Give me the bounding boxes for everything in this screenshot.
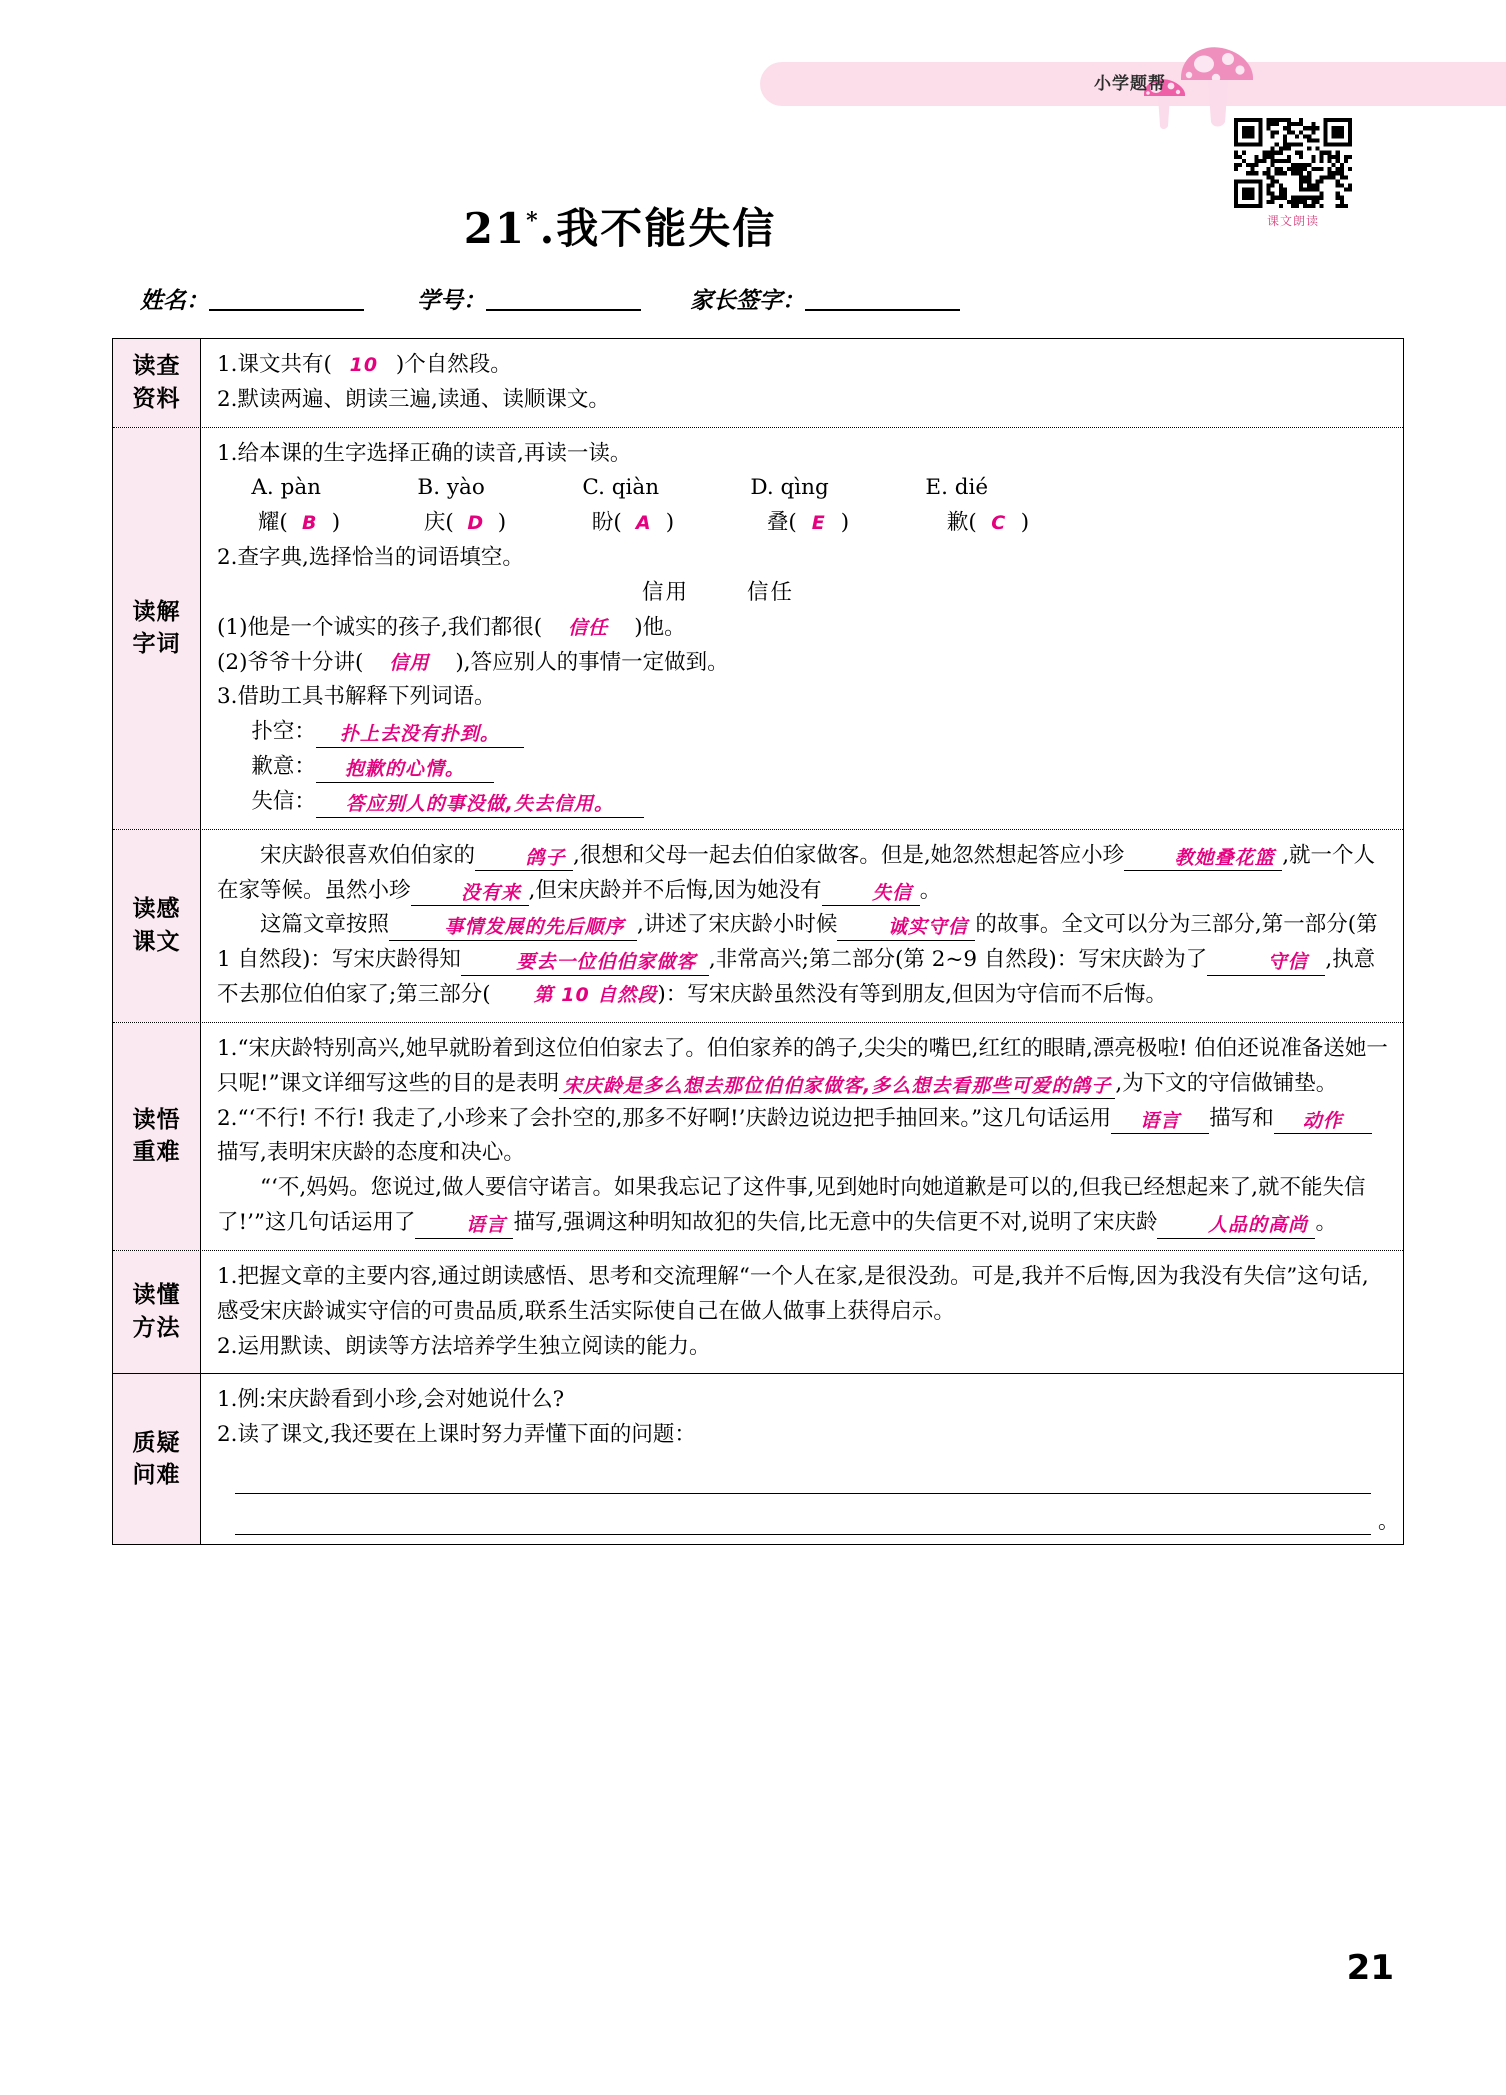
parent-signature-field[interactable] — [690, 282, 960, 315]
kp1-a: 1.“宋庆龄特别高兴,她早就盼着到这位伯伯家去了。伯伯家养的鸽子,尖尖的嘴巴,红红的眼睛,漂亮极啦! 伯伯还说准备送她一只呢!”课文详细写这些的目的是表明 — [217, 1035, 1388, 1096]
question-2-reference: 2.默读两遍、朗读三遍,读通、读顺课文。 — [217, 386, 610, 412]
student-info-row — [140, 282, 1160, 316]
fill1-post: )他。 — [634, 614, 686, 640]
pinyin-option-d: D. qìng — [750, 475, 829, 501]
p2-d: ,非常高兴;第二部分(第 2~9 自然段)：写宋庆龄为了 — [708, 947, 1208, 973]
category-line-2: 课文 — [132, 928, 181, 955]
p1-answer-3[interactable]: 没有来 — [461, 881, 522, 904]
p1-answer-4[interactable]: 失信 — [872, 881, 913, 904]
p1-answer-1[interactable]: 鸽子 — [525, 846, 566, 869]
kp3-answer-2[interactable]: 人品的高尚 — [1207, 1214, 1308, 1237]
q1-post: )个自然段。 — [395, 352, 512, 377]
method-question-1: 1.把握文章的主要内容,通过朗读感悟、思考和交流理解“一个人在家,是很没劲。可是,我并不后悔,因为我没有失信”这句话,感受宋庆龄诚实守信的可贵品质,联系生活实际使自己在做人做事上获得启示。 — [217, 1263, 1369, 1324]
parent-signature-blank[interactable] — [805, 309, 960, 311]
kp2-b: 描写和 — [1209, 1105, 1274, 1131]
table-row-comprehension — [113, 830, 1403, 1023]
content-vocabulary — [201, 428, 1403, 829]
definition-answer[interactable]: 抱歉的心情。 — [344, 758, 465, 781]
definition-answer[interactable]: 扑上去没有扑到。 — [339, 723, 500, 746]
p2-c: 的故事。全文可以分为三部分,第一部分(第 1 自然段)：写宋庆龄得知 — [217, 912, 1378, 973]
category-line-2: 字词 — [132, 631, 181, 658]
vocab-question-2: 2.查字典,选择恰当的词语填空。 — [217, 545, 524, 571]
p1-e: 。 — [919, 877, 942, 903]
question-1-reference — [217, 348, 1389, 383]
content-reference — [201, 339, 1403, 427]
char-item-2: 盼( A ) — [592, 506, 767, 541]
q1-pre: 1.课文共有( — [217, 352, 332, 377]
char-answer-3[interactable]: E — [811, 512, 826, 535]
kp3-answer-1[interactable]: 语言 — [465, 1214, 506, 1237]
definition-item-0 — [217, 715, 1389, 750]
p2-a: 这篇文章按照 — [260, 912, 390, 938]
content-inquiry — [201, 1374, 1403, 1544]
name-blank[interactable] — [209, 309, 364, 311]
character-answer-row — [217, 506, 1389, 541]
char-glyph: 叠 — [766, 510, 789, 536]
definition-word: 失信： — [251, 788, 316, 814]
fill2-post: ),答应别人的事情一定做到。 — [455, 649, 729, 675]
category-line-1: 读悟 — [132, 1106, 181, 1133]
qr-code[interactable] — [1234, 118, 1352, 208]
kp3-b: 描写,强调这种明知故犯的失信,比无意中的失信更不对,说明了宋庆龄 — [513, 1210, 1158, 1236]
char-glyph: 歉 — [946, 510, 969, 536]
category-line-2: 问难 — [132, 1462, 181, 1489]
p2-answer-3[interactable]: 要去一位伯伯家做客 — [516, 951, 697, 974]
method-question-2: 2.运用默读、朗读等方法培养学生独立阅读的能力。 — [217, 1333, 711, 1359]
student-id-label: 学号： — [417, 288, 486, 314]
category-line-1: 读感 — [132, 896, 181, 923]
char-answer-0[interactable]: B — [302, 512, 318, 535]
category-label-vocabulary — [113, 428, 201, 829]
fill2-answer[interactable]: 信用 — [389, 651, 430, 674]
title-text: 我不能失信 — [556, 204, 777, 253]
kp1-answer[interactable]: 宋庆龄是多么想去那位伯伯家做客,多么想去看那些可爱的鸽子 — [563, 1074, 1112, 1097]
brand-label: 小学题帮 — [1094, 74, 1166, 94]
p2-answer-1[interactable]: 事情发展的先后顺序 — [444, 916, 625, 939]
category-label-comprehension — [113, 830, 201, 1022]
word-bank-item-1: 信任 — [747, 579, 795, 605]
kp2-c: 描写,表明宋庆龄的态度和决心。 — [217, 1140, 525, 1166]
page-number: 21 — [1346, 1948, 1394, 1988]
inquiry-answer-line-2[interactable] — [235, 1508, 1371, 1535]
category-line-1: 读解 — [132, 598, 181, 625]
category-line-1: 读懂 — [132, 1282, 181, 1309]
keypoint-question-2 — [217, 1102, 1389, 1172]
p1-answer-2[interactable]: 教她叠花篮 — [1174, 846, 1275, 869]
parent-signature-label: 家长签字： — [690, 288, 805, 314]
inquiry-answer-line-1[interactable] — [235, 1467, 1371, 1494]
p1-d: ,但宋庆龄并不后悔,因为她没有 — [528, 877, 822, 903]
category-line-1: 读查 — [132, 353, 181, 380]
qr-caption: 课文朗读 — [1266, 214, 1319, 228]
title-dot: . — [539, 204, 557, 253]
definition-item-2 — [217, 785, 1389, 820]
name-label: 姓名： — [140, 288, 209, 314]
title-star: * — [526, 208, 540, 234]
fill1-answer[interactable]: 信任 — [568, 616, 609, 639]
name-field[interactable] — [140, 282, 364, 315]
table-row-vocabulary — [113, 428, 1403, 830]
pinyin-option-a: A. pàn — [251, 475, 322, 501]
char-glyph: 盼 — [591, 510, 614, 536]
p2-e: ,执意不去那位伯伯家了;第三部分( — [217, 947, 1376, 1008]
char-glyph: 庆 — [423, 510, 446, 536]
char-glyph: 耀 — [257, 510, 280, 536]
definition-answer[interactable]: 答应别人的事没做,失去信用。 — [345, 792, 615, 815]
p1-a: 宋庆龄很喜欢伯伯家的 — [260, 842, 476, 868]
kp2-answer-2[interactable]: 动作 — [1302, 1109, 1343, 1132]
char-answer-2[interactable]: A — [635, 512, 652, 535]
table-row-reference — [113, 339, 1403, 428]
keypoint-question-1 — [217, 1032, 1389, 1102]
mushroom-big-icon — [1178, 42, 1256, 128]
category-label-reference — [113, 339, 201, 427]
kp2-a: 2.“‘不行! 不行! 我走了,小珍来了会扑空的,那多不好啊!’庆龄边说边把手抽回来。”这几句话运用 — [217, 1105, 1112, 1131]
kp3-c: 。 — [1315, 1210, 1337, 1236]
p2-answer-5[interactable]: 第 10 自然段 — [533, 984, 658, 1007]
category-label-methods — [113, 1251, 201, 1373]
content-comprehension — [201, 830, 1403, 1022]
inquiry-question-2: 2.读了课文,我还要在上课时努力弄懂下面的问题： — [217, 1422, 696, 1448]
pinyin-option-c: C. qiàn — [582, 475, 660, 501]
p2-answer-4[interactable]: 守信 — [1267, 951, 1308, 974]
keypoint-question-3 — [217, 1171, 1389, 1241]
definition-item-1 — [217, 750, 1389, 785]
definition-word: 歉意： — [251, 754, 316, 780]
inquiry-question-1: 1.例:宋庆龄看到小珍,会对她说什么? — [217, 1387, 565, 1413]
fill1-pre: (1)他是一个诚实的孩子,我们都很( — [217, 614, 543, 640]
answer-paragraph-count[interactable]: 10 — [349, 354, 379, 376]
category-line-2: 资料 — [132, 385, 181, 412]
char-item-4: 歉( C ) — [947, 506, 1029, 541]
kp2-answer-1[interactable]: 语言 — [1140, 1109, 1181, 1132]
student-id-field[interactable] — [417, 282, 641, 315]
fill-blank-1 — [217, 611, 1389, 646]
char-item-1: 庆( D ) — [424, 506, 592, 541]
table-row-methods — [113, 1251, 1403, 1374]
definition-word: 扑空： — [251, 719, 316, 745]
char-item-0: 耀( B ) — [258, 506, 424, 541]
comprehension-paragraph-1 — [217, 839, 1389, 909]
pinyin-options-row — [217, 471, 1389, 506]
kp3-a: “‘不,妈妈。您说过,做人要信守诺言。如果我忘记了这件事,见到她时向她道歉是可以的,但我已经想起来了,就不能失信了!’”这几句话运用了 — [217, 1175, 1366, 1236]
char-item-3: 叠( E ) — [767, 506, 947, 541]
pinyin-option-e: E. dié — [925, 475, 989, 501]
p1-c: ,就一个人在家等候。虽然小珍 — [217, 842, 1376, 903]
pinyin-option-b: B. yào — [417, 475, 485, 501]
table-row-keypoints — [113, 1023, 1403, 1251]
content-methods — [201, 1251, 1403, 1373]
char-answer-1[interactable]: D — [467, 512, 485, 535]
vocab-question-3: 3.借助工具书解释下列词语。 — [217, 684, 496, 710]
category-label-inquiry — [113, 1374, 201, 1544]
table-row-inquiry — [113, 1374, 1403, 1544]
student-id-blank[interactable] — [486, 309, 641, 311]
fill-blank-2 — [217, 646, 1389, 681]
category-label-keypoints — [113, 1023, 201, 1250]
p2-b: ,讲述了宋庆龄小时候 — [637, 912, 838, 938]
category-line-2: 方法 — [132, 1315, 181, 1342]
content-keypoints — [201, 1023, 1403, 1250]
char-answer-4[interactable]: C — [991, 512, 1007, 535]
worksheet-table — [112, 338, 1404, 1545]
category-line-1: 质疑 — [132, 1429, 181, 1456]
fill2-pre: (2)爷爷十分讲( — [217, 649, 364, 675]
comprehension-paragraph-2 — [217, 908, 1389, 1012]
p2-f: )：写宋庆龄虽然没有等到朋友,但因为守信而不后悔。 — [657, 982, 1168, 1008]
word-bank-item-0: 信用 — [641, 579, 689, 605]
kp1-b: ,为下文的守信做铺垫。 — [1115, 1070, 1338, 1096]
vocab-question-1: 1.给本课的生字选择正确的读音,再读一读。 — [217, 440, 632, 466]
word-bank — [217, 576, 1389, 611]
page-title — [0, 196, 1240, 256]
title-number: 21 — [463, 204, 527, 253]
p1-b: ,很想和父母一起去伯伯家做客。但是,她忽然想起答应小珍 — [573, 842, 1125, 868]
category-line-2: 重难 — [132, 1139, 181, 1166]
p2-answer-2[interactable]: 诚实守信 — [887, 916, 968, 939]
